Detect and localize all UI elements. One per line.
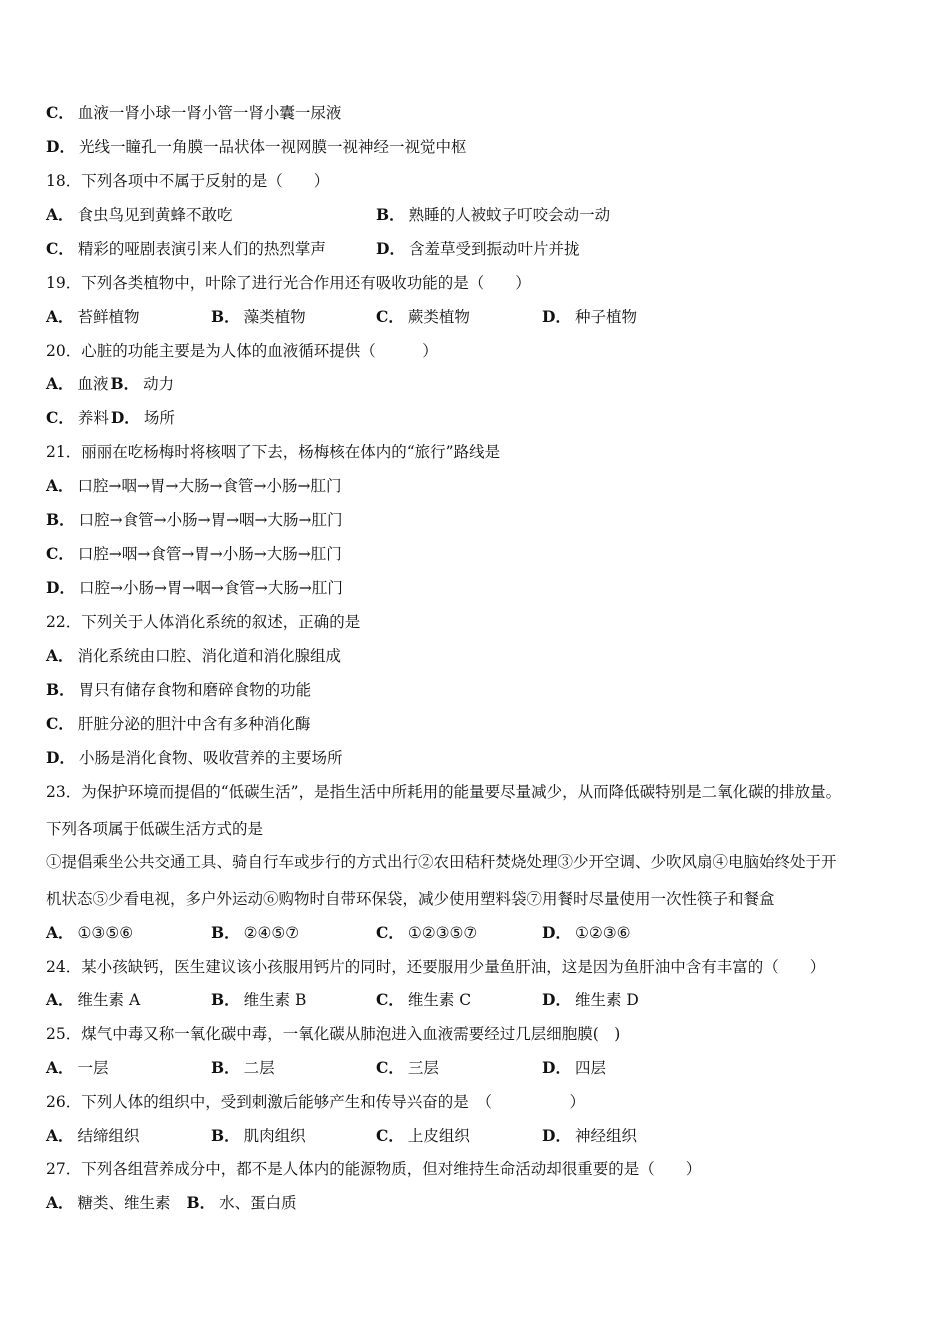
answer-option: [46, 1059, 109, 1077]
option-text: 蕨类植物: [407, 308, 470, 326]
answer-option: [46, 579, 343, 597]
option-text: 维生素 D: [574, 991, 639, 1009]
answer-option: [46, 104, 341, 122]
option-text: 维生素 A: [77, 991, 141, 1009]
option-line: [46, 137, 466, 157]
option-letter: C．: [46, 239, 74, 258]
option-text: 精彩的哑剧表演引来人们的热烈掌声: [77, 240, 326, 258]
option-row: [46, 374, 176, 394]
answer-option: [211, 1127, 306, 1145]
option-letter: C．: [46, 103, 74, 122]
option-text: 熟睡的人被蚊子叮咬会动一动: [408, 206, 611, 224]
option-letter: A．: [46, 923, 74, 942]
option-text: 口腔→咽→胃→大肠→食管→小肠→肛门: [77, 477, 342, 495]
option-letter: C．: [376, 1058, 404, 1077]
answer-option: [211, 308, 306, 326]
option-letter: C．: [376, 923, 404, 942]
answer-option: [187, 1194, 297, 1212]
question-line: 27．下列各组营养成分中，都不是人体内的能源物质，但对维持生命活动却很重要的是（ ）: [46, 1160, 702, 1178]
option-text: 结缔组织: [77, 1127, 140, 1145]
option-letter: A．: [46, 307, 74, 326]
option-letter: D．: [46, 137, 75, 156]
option-text: 小肠是消化食物、吸收营养的主要场所: [78, 749, 343, 767]
option-row: [46, 307, 637, 327]
option-letter: C．: [46, 714, 74, 733]
option-letter: B．: [211, 1126, 240, 1145]
option-letter: D．: [46, 578, 75, 597]
answer-option: [542, 308, 637, 326]
option-letter: D．: [542, 307, 571, 326]
answer-option: [46, 1194, 171, 1212]
option-letter: A．: [46, 1193, 74, 1212]
option-text: 动力: [143, 375, 175, 393]
option-line: [46, 714, 310, 734]
answer-option: [46, 206, 233, 224]
option-text: 肝脏分泌的胆汁中含有多种消化酶: [77, 715, 311, 733]
option-text: ①③⑤⑥: [77, 924, 134, 942]
option-letter: D．: [376, 239, 405, 258]
option-letter: B．: [211, 307, 240, 326]
answer-option: [211, 1059, 275, 1077]
option-letter: A．: [46, 205, 74, 224]
question-line: 23．为保护环境而提倡的“低碳生活”，是指生活中所耗用的能量要尽量减少，从而降低碳特别是二氧化碳的排放量。: [46, 783, 842, 801]
answer-option: [46, 647, 341, 665]
option-letter: C．: [46, 408, 74, 427]
option-letter: C．: [376, 307, 404, 326]
option-letter: A．: [46, 990, 74, 1009]
option-row: [46, 1193, 313, 1213]
answer-option: [542, 1059, 606, 1077]
option-letter: D．: [542, 990, 571, 1009]
answer-option: [46, 991, 140, 1009]
answer-option: [46, 749, 342, 767]
option-text: 胃只有储存食物和磨碎食物的功能: [78, 681, 312, 699]
option-text: ①②③⑤⑦: [407, 924, 478, 942]
answer-option: [211, 991, 306, 1009]
answer-option: [111, 409, 175, 427]
option-row: [46, 1126, 637, 1146]
option-line: [46, 510, 343, 530]
answer-option: [376, 1059, 439, 1077]
option-text: ②④⑤⑦: [243, 924, 300, 942]
option-line: [46, 544, 342, 564]
question-line: 20．心脏的功能主要是为人体的血液循环提供（ ）: [46, 342, 438, 360]
answer-option: [376, 240, 579, 258]
answer-option: [542, 924, 631, 942]
answer-option: [46, 545, 342, 563]
option-letter: D．: [542, 1058, 571, 1077]
option-letter: D．: [542, 923, 571, 942]
option-text: 种子植物: [574, 308, 637, 326]
answer-option: [46, 240, 326, 258]
option-row: [46, 205, 610, 225]
answer-option: [111, 375, 175, 393]
option-text: 消化系统由口腔、消化道和消化腺组成: [77, 647, 342, 665]
option-row: [46, 1058, 606, 1078]
option-row: [46, 923, 631, 943]
option-letter: C．: [46, 544, 74, 563]
answer-option: [542, 991, 639, 1009]
option-letter: A．: [46, 476, 74, 495]
option-line: [46, 646, 341, 666]
answer-option: [542, 1127, 637, 1145]
answer-option: [376, 991, 471, 1009]
answer-option: [46, 375, 109, 393]
option-letter: B．: [186, 1193, 216, 1212]
option-letter: A．: [46, 374, 74, 393]
question-line: 26．下列人体的组织中，受到刺激后能够产生和传导兴奋的是 （ ）: [46, 1093, 585, 1111]
option-text: 二层: [243, 1059, 275, 1077]
option-letter: A．: [46, 646, 74, 665]
option-text: 口腔→食管→小肠→胃→咽→大肠→肛门: [78, 511, 343, 529]
answer-option: [376, 308, 470, 326]
option-text: 糖类、维生素: [77, 1194, 171, 1212]
option-text: 维生素 B: [243, 991, 307, 1009]
option-line: [46, 103, 341, 123]
option-text: 四层: [574, 1059, 606, 1077]
option-line: [46, 748, 342, 768]
option-text: 水、蛋白质: [219, 1194, 297, 1212]
answer-option: [211, 924, 299, 942]
option-text: 一层: [77, 1059, 109, 1077]
option-text: 肌肉组织: [243, 1127, 306, 1145]
option-letter: D．: [46, 748, 75, 767]
question-line: 下列各项属于低碳生活方式的是: [46, 820, 264, 838]
option-row: [46, 408, 177, 428]
option-letter: B．: [211, 1058, 240, 1077]
question-line: 24．某小孩缺钙，医生建议该小孩服用钙片的同时，还要服用少量鱼肝油，这是因为鱼肝油中含有丰富的（ ）: [46, 958, 826, 976]
option-text: 食虫鸟见到黄蜂不敢吃: [77, 206, 233, 224]
option-letter: B．: [376, 205, 405, 224]
option-letter: B．: [46, 510, 75, 529]
option-letter: A．: [46, 1126, 74, 1145]
option-letter: C．: [376, 990, 404, 1009]
option-letter: B．: [46, 680, 75, 699]
option-letter: D．: [542, 1126, 571, 1145]
option-letter: B．: [211, 990, 240, 1009]
option-text: 血液: [77, 375, 109, 393]
option-letter: B．: [211, 923, 240, 942]
question-line: 19．下列各类植物中，叶除了进行光合作用还有吸收功能的是（ ）: [46, 274, 531, 292]
option-text: 场所: [143, 409, 175, 427]
option-letter: C．: [376, 1126, 404, 1145]
answer-option: [376, 1127, 470, 1145]
question-line: ①提倡乘坐公共交通工具、骑自行车或步行的方式出行②农田秸秆焚烧处理③少开空调、少吹风扇④电脑始终处于开: [46, 853, 837, 871]
answer-option: [46, 681, 311, 699]
option-row: [46, 990, 639, 1010]
answer-option: [46, 138, 466, 156]
answer-option: [46, 715, 310, 733]
question-line: 22．下列关于人体消化系统的叙述，正确的是: [46, 613, 361, 631]
option-text: ①②③⑥: [574, 924, 631, 942]
answer-option: [46, 477, 341, 495]
answer-option: [46, 511, 343, 529]
question-line: 机状态⑤少看电视，多户外运动⑥购物时自带环保袋，减少使用塑料袋⑦用餐时尽量使用一次性筷子和餐盒: [46, 890, 775, 908]
answer-option: [376, 206, 610, 224]
option-letter: D．: [110, 408, 140, 427]
option-text: 光线一瞳孔一角膜一品状体一视网膜一视神经一视觉中枢: [78, 138, 467, 156]
option-text: 口腔→小肠→胃→咽→食管→大肠→肛门: [78, 579, 343, 597]
option-text: 三层: [407, 1059, 439, 1077]
option-row: [46, 239, 579, 259]
option-line: [46, 476, 341, 496]
question-line: 21．丽丽在吃杨梅时将核咽了下去，杨梅核在体内的“旅行”路线是: [46, 443, 501, 461]
option-line: [46, 680, 311, 700]
option-text: 神经组织: [574, 1127, 637, 1145]
option-text: 苔鲜植物: [77, 308, 140, 326]
option-text: 养料: [77, 409, 109, 427]
option-letter: A．: [46, 1058, 74, 1077]
option-text: 上皮组织: [407, 1127, 470, 1145]
option-text: 维生素 C: [407, 991, 472, 1009]
option-text: 藻类植物: [243, 308, 306, 326]
option-letter: B．: [110, 374, 140, 393]
answer-option: [46, 308, 140, 326]
option-text: 血液一肾小球一肾小管一肾小囊一尿液: [77, 104, 342, 122]
option-text: 含羞草受到振动叶片并拢: [408, 240, 580, 258]
answer-option: [376, 924, 477, 942]
option-line: [46, 578, 343, 598]
question-line: 25．煤气中毒又称一氧化碳中毒，一氧化碳从肺泡进入血液需要经过几层细胞膜( ): [46, 1025, 621, 1043]
option-text: 口腔→咽→食管→胃→小肠→大肠→肛门: [77, 545, 342, 563]
answer-option: [46, 1127, 140, 1145]
question-line: 18．下列各项中不属于反射的是（ ）: [46, 172, 330, 190]
answer-option: [46, 409, 109, 427]
answer-option: [46, 924, 133, 942]
